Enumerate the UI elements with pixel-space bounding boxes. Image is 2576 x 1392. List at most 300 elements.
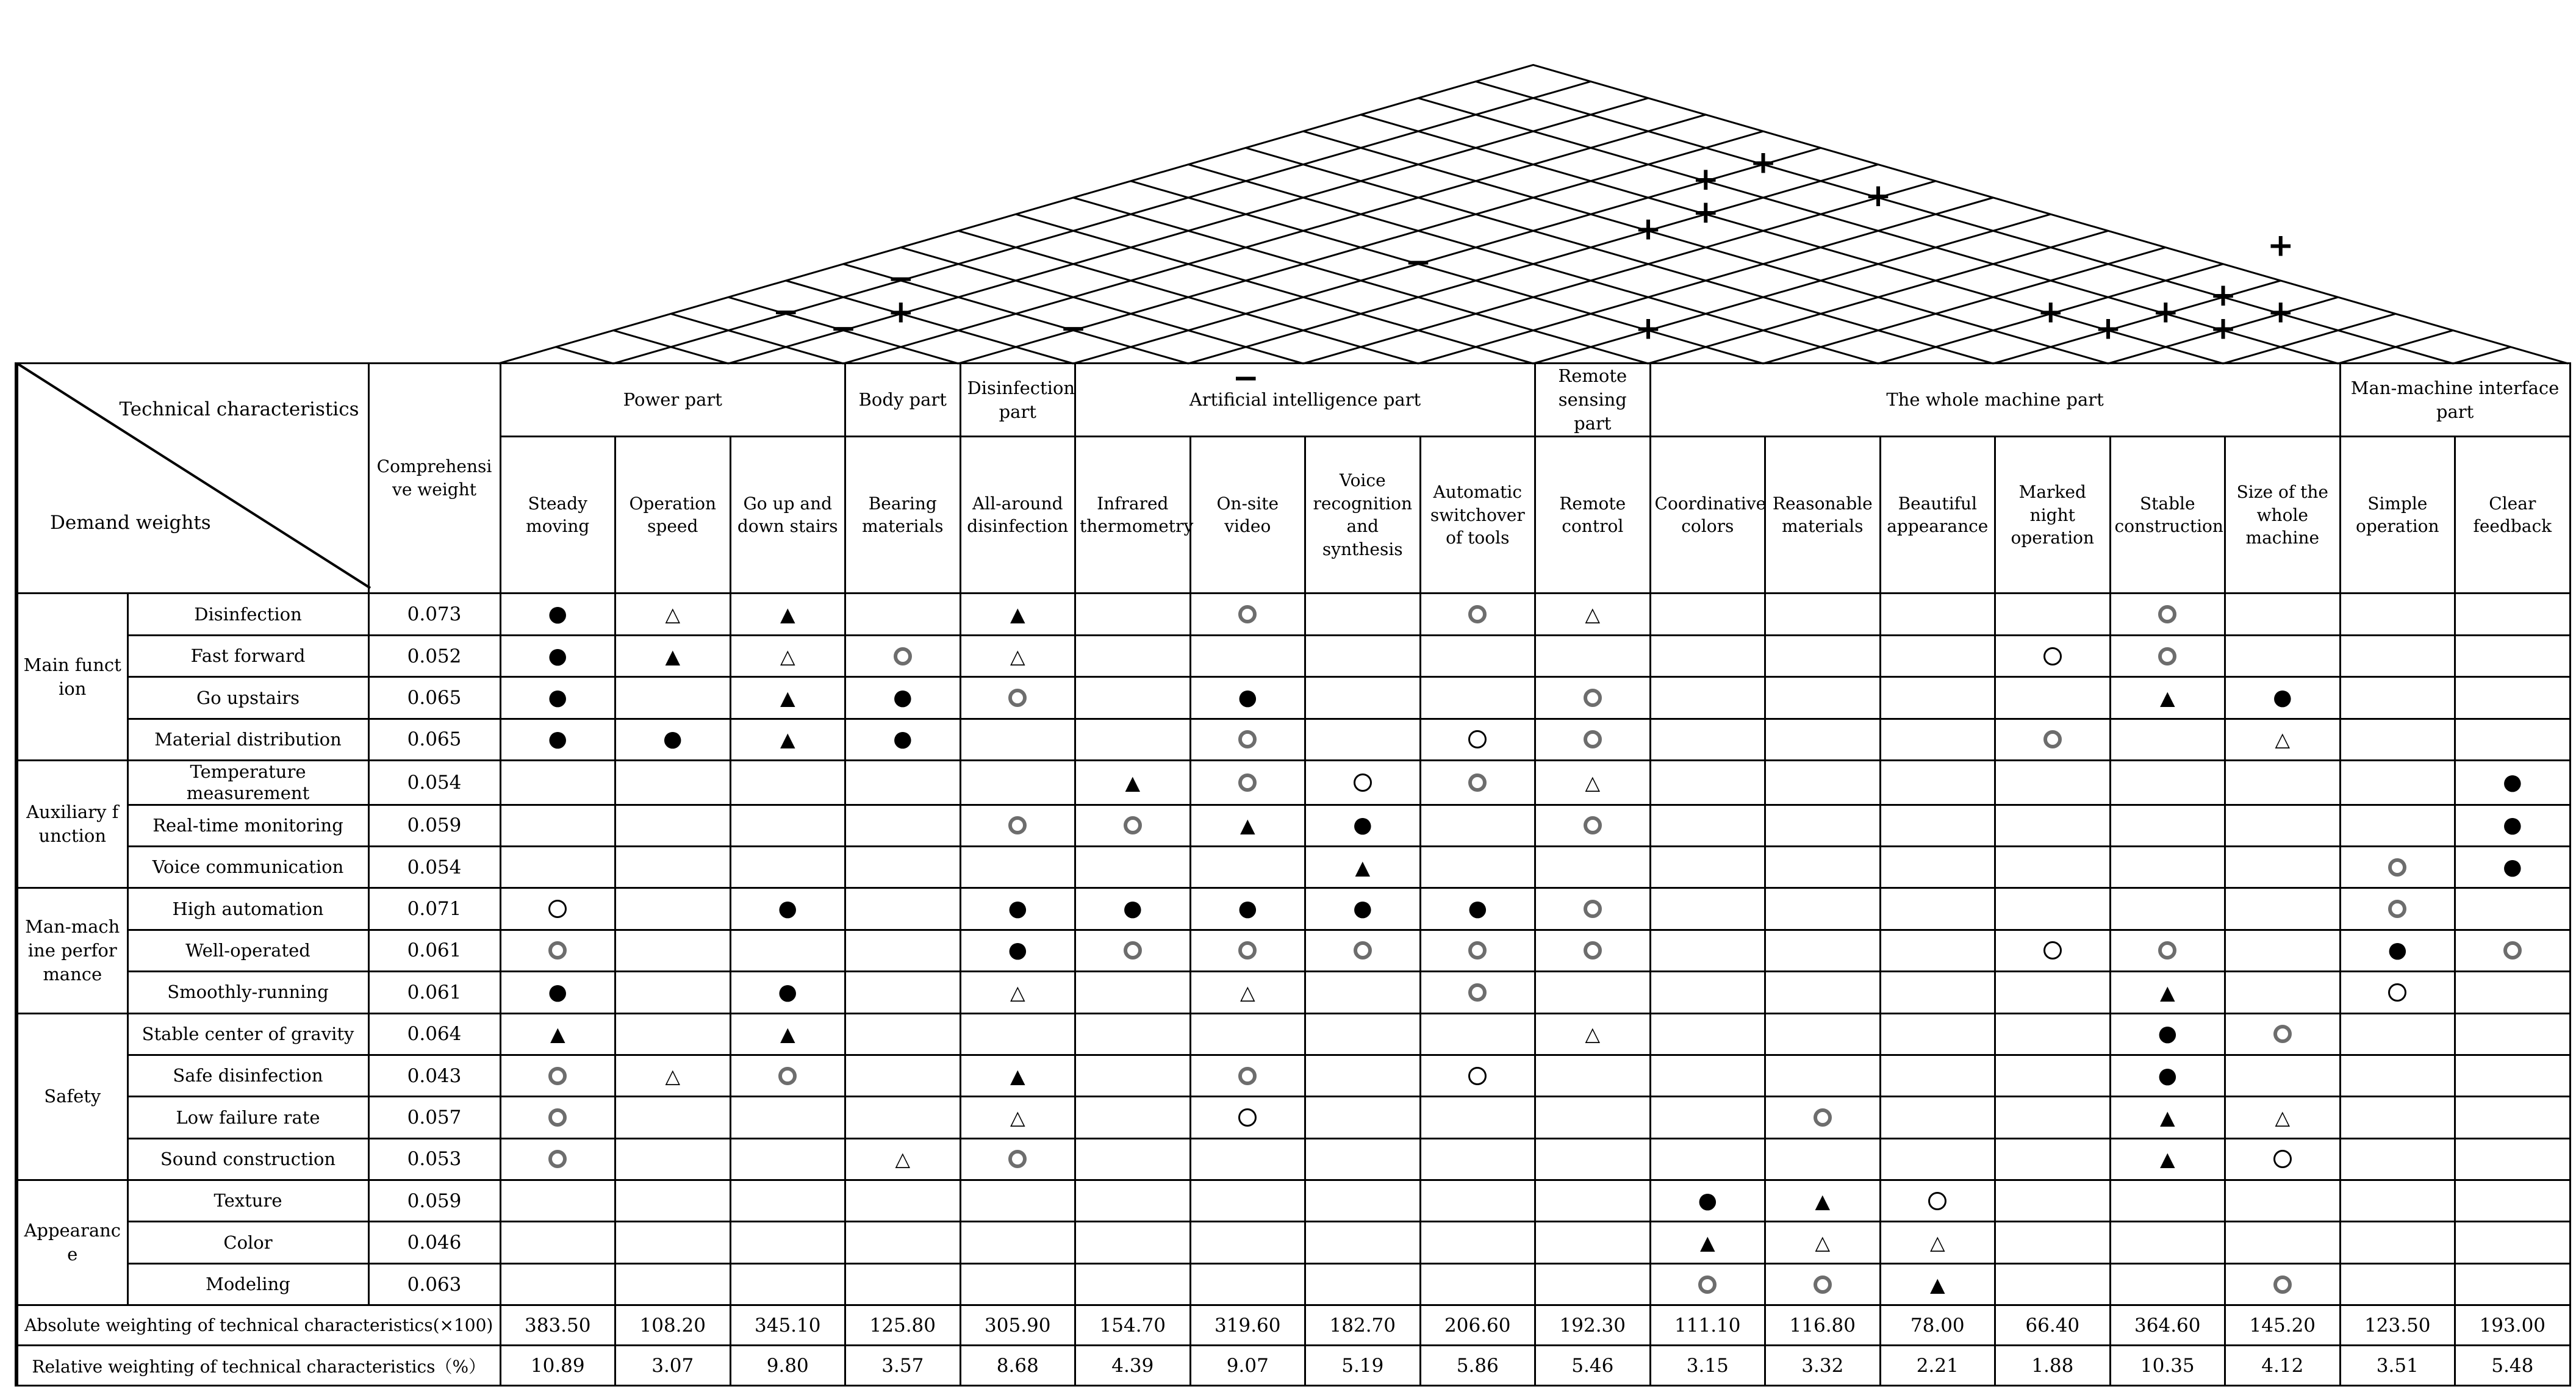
demand-label: Low failure rate bbox=[127, 1097, 368, 1138]
relationship-cell bbox=[1535, 805, 1651, 846]
positive-correlation-mark: + bbox=[1692, 160, 1720, 198]
table-row bbox=[16, 1013, 2570, 1055]
relationship-cell bbox=[1650, 760, 1765, 805]
relationship-cell bbox=[1190, 888, 1305, 930]
relationship-cell bbox=[1535, 1055, 1651, 1096]
filled-circle-icon: ● bbox=[1008, 938, 1027, 963]
filled-triangle-icon: ▲ bbox=[2159, 686, 2175, 709]
double-circle-icon bbox=[1468, 605, 1487, 623]
filled-circle-icon: ● bbox=[893, 726, 913, 752]
relationship-cell bbox=[2340, 1263, 2455, 1305]
relationship-cell bbox=[1650, 805, 1765, 846]
relationship-cell bbox=[1650, 1180, 1765, 1222]
relationship-cell bbox=[2340, 1180, 2455, 1222]
relationship-cell bbox=[2340, 1097, 2455, 1138]
relationship-cell bbox=[1535, 846, 1651, 888]
header-corner bbox=[16, 364, 368, 594]
roof-grid-line bbox=[1361, 115, 2223, 364]
filled-circle-icon: ● bbox=[1353, 813, 1372, 838]
relationship-cell bbox=[960, 930, 1075, 971]
relationship-cell bbox=[960, 846, 1075, 888]
positive-correlation-mark: + bbox=[2095, 310, 2122, 347]
relationship-cell bbox=[2340, 677, 2455, 719]
double-circle-icon bbox=[1584, 816, 1602, 834]
relationship-cell bbox=[1995, 1138, 2111, 1180]
relationship-cell bbox=[2455, 972, 2571, 1013]
filled-circle-icon: ● bbox=[893, 684, 913, 710]
absolute-weighting-row bbox=[16, 1305, 2570, 1346]
relationship-cell bbox=[1535, 760, 1651, 805]
open-triangle-icon: △ bbox=[665, 1064, 681, 1088]
double-circle-icon bbox=[2158, 605, 2176, 623]
relationship-cell bbox=[1075, 1263, 1191, 1305]
double-circle-icon bbox=[1584, 941, 1602, 960]
relationship-cell bbox=[1535, 594, 1651, 635]
open-triangle-icon: △ bbox=[1585, 1022, 1601, 1046]
relationship-cell bbox=[960, 719, 1075, 760]
relationship-cell bbox=[1075, 1055, 1191, 1096]
group-header: Disinfection part bbox=[960, 364, 1075, 437]
relationship-cell bbox=[2455, 1055, 2571, 1096]
demand-label: Safe disinfection bbox=[127, 1055, 368, 1096]
column-header: Voice recognition and synthesis bbox=[1305, 437, 1421, 594]
relationship-cell bbox=[1075, 1097, 1191, 1138]
relationship-cell bbox=[1650, 677, 1765, 719]
relationship-cell bbox=[1535, 888, 1651, 930]
relationship-cell bbox=[1880, 1263, 1995, 1305]
footer-value: 78.00 bbox=[1880, 1305, 1995, 1346]
relationship-cell bbox=[1995, 972, 2111, 1013]
double-circle-icon bbox=[548, 1108, 567, 1127]
relationship-cell bbox=[2225, 677, 2341, 719]
double-circle-icon bbox=[548, 1067, 567, 1085]
relationship-cell bbox=[1305, 805, 1421, 846]
positive-correlation-mark: + bbox=[1635, 310, 1662, 347]
relationship-cell bbox=[2110, 719, 2225, 760]
filled-circle-icon: ● bbox=[663, 726, 683, 752]
relationship-cell bbox=[615, 1138, 731, 1180]
double-circle-icon bbox=[1238, 730, 1257, 748]
relationship-cell bbox=[2110, 677, 2225, 719]
footer-label: Absolute weighting of technical characteristics(×100) bbox=[16, 1305, 500, 1346]
group-header: The whole machine part bbox=[1650, 364, 2340, 437]
relationship-cell bbox=[1420, 1263, 1535, 1305]
relationship-cell bbox=[615, 760, 731, 805]
table-row bbox=[16, 677, 2570, 719]
relationship-cell bbox=[1880, 1013, 1995, 1055]
relationship-cell bbox=[500, 760, 615, 805]
house-of-quality-matrix bbox=[15, 362, 2571, 1387]
double-circle-icon bbox=[548, 941, 567, 960]
positive-correlation-mark: + bbox=[2267, 227, 2294, 264]
relationship-cell bbox=[1650, 888, 1765, 930]
relationship-cell bbox=[1535, 719, 1651, 760]
relationship-cell bbox=[1765, 760, 1881, 805]
relationship-cell bbox=[500, 805, 615, 846]
relationship-cell bbox=[845, 635, 961, 676]
relationship-cell bbox=[1075, 972, 1191, 1013]
relationship-cell bbox=[1075, 888, 1191, 930]
filled-circle-icon: ● bbox=[548, 684, 567, 710]
relationship-cell bbox=[1420, 805, 1535, 846]
weight-value: 0.046 bbox=[368, 1222, 500, 1263]
relationship-cell bbox=[960, 1138, 1075, 1180]
positive-correlation-mark: + bbox=[2209, 310, 2237, 347]
filled-circle-icon: ● bbox=[2158, 1063, 2177, 1088]
relationship-cell bbox=[1075, 719, 1191, 760]
relationship-cell bbox=[500, 635, 615, 676]
category-label: Main function bbox=[16, 594, 127, 761]
relationship-cell bbox=[845, 1097, 961, 1138]
relationship-cell bbox=[1995, 930, 2111, 971]
relationship-cell bbox=[730, 930, 845, 971]
filled-triangle-icon: ▲ bbox=[1010, 1064, 1025, 1088]
relationship-cell bbox=[730, 1013, 845, 1055]
relationship-cell bbox=[1650, 635, 1765, 676]
negative-correlation-mark: − bbox=[1405, 243, 1432, 281]
relationship-cell bbox=[2110, 1263, 2225, 1305]
relationship-cell bbox=[1190, 1097, 1305, 1138]
relationship-cell bbox=[2110, 1138, 2225, 1180]
relationship-cell bbox=[1535, 1180, 1651, 1222]
relationship-cell bbox=[2225, 1180, 2341, 1222]
roof-grid-line bbox=[1993, 281, 2281, 364]
relationship-cell bbox=[1535, 635, 1651, 676]
double-circle-icon bbox=[548, 1150, 567, 1168]
relationship-cell bbox=[845, 677, 961, 719]
relationship-cell bbox=[1765, 846, 1881, 888]
double-circle-icon bbox=[1354, 941, 1372, 960]
relationship-cell bbox=[1190, 1180, 1305, 1222]
filled-circle-icon: ● bbox=[2273, 684, 2292, 710]
relationship-cell bbox=[2455, 1097, 2571, 1138]
relationship-cell bbox=[1305, 760, 1421, 805]
relationship-cell bbox=[2225, 1138, 2341, 1180]
table-row bbox=[16, 594, 2570, 635]
demand-label: Fast forward bbox=[127, 635, 368, 676]
relationship-cell bbox=[960, 760, 1075, 805]
relationship-cell bbox=[2340, 594, 2455, 635]
relationship-cell bbox=[2225, 635, 2341, 676]
footer-value: 319.60 bbox=[1190, 1305, 1305, 1346]
filled-circle-icon: ● bbox=[1123, 896, 1143, 922]
relationship-cell bbox=[1880, 677, 1995, 719]
relationship-cell bbox=[1765, 594, 1881, 635]
footer-value: 5.48 bbox=[2455, 1346, 2571, 1386]
positive-correlation-mark: + bbox=[1749, 144, 1777, 181]
open-circle-icon bbox=[2273, 1150, 2292, 1168]
footer-value: 9.80 bbox=[730, 1346, 845, 1386]
column-header: Beautiful appearance bbox=[1880, 437, 1995, 594]
open-triangle-icon: △ bbox=[2275, 1106, 2291, 1129]
relationship-cell bbox=[845, 888, 961, 930]
double-circle-icon bbox=[1814, 1108, 1832, 1127]
filled-triangle-icon: ▲ bbox=[1699, 1231, 1715, 1255]
relationship-cell bbox=[2455, 805, 2571, 846]
footer-value: 125.80 bbox=[845, 1305, 961, 1346]
relationship-cell bbox=[1880, 1222, 1995, 1263]
relationship-cell bbox=[2455, 930, 2571, 971]
relationship-cell bbox=[2225, 1055, 2341, 1096]
relationship-cell bbox=[1880, 760, 1995, 805]
double-circle-icon bbox=[1238, 773, 1257, 792]
relationship-cell bbox=[2340, 1222, 2455, 1263]
relationship-cell bbox=[500, 1013, 615, 1055]
weight-value: 0.059 bbox=[368, 805, 500, 846]
filled-circle-icon: ● bbox=[778, 979, 797, 1005]
relationship-cell bbox=[730, 1097, 845, 1138]
footer-value: 116.80 bbox=[1765, 1305, 1881, 1346]
category-label: Safety bbox=[16, 1013, 127, 1180]
relationship-cell bbox=[1420, 1180, 1535, 1222]
relationship-cell bbox=[615, 972, 731, 1013]
double-circle-icon bbox=[1698, 1275, 1717, 1294]
relationship-cell bbox=[1305, 1222, 1421, 1263]
open-circle-icon bbox=[1238, 1108, 1257, 1127]
relationship-cell bbox=[1765, 677, 1881, 719]
filled-triangle-icon: ▲ bbox=[780, 728, 795, 752]
relationship-cell bbox=[500, 1180, 615, 1222]
demand-label: Color bbox=[127, 1222, 368, 1263]
relationship-cell bbox=[615, 846, 731, 888]
relationship-cell bbox=[2225, 719, 2341, 760]
technical-characteristics-label: Technical characteristics bbox=[119, 398, 359, 420]
filled-triangle-icon: ▲ bbox=[1929, 1272, 1945, 1296]
weight-value: 0.054 bbox=[368, 760, 500, 805]
roof-grid-line bbox=[556, 347, 613, 364]
relationship-cell bbox=[1305, 1097, 1421, 1138]
relationship-cell bbox=[2110, 1180, 2225, 1222]
relationship-cell bbox=[1420, 719, 1535, 760]
column-header: Remote control bbox=[1535, 437, 1651, 594]
relationship-cell bbox=[1765, 1013, 1881, 1055]
relationship-cell bbox=[1190, 719, 1305, 760]
filled-triangle-icon: ▲ bbox=[1355, 855, 1371, 879]
column-header: Bearing materials bbox=[845, 437, 961, 594]
relationship-cell bbox=[1190, 635, 1305, 676]
relationship-cell bbox=[615, 719, 731, 760]
relationship-cell bbox=[2455, 846, 2571, 888]
footer-value: 193.00 bbox=[2455, 1305, 2571, 1346]
roof-grid-line bbox=[1016, 214, 1533, 364]
relationship-cell bbox=[960, 1055, 1075, 1096]
negative-correlation-mark: − bbox=[1060, 310, 1087, 347]
relationship-cell bbox=[1765, 972, 1881, 1013]
relationship-cell bbox=[500, 972, 615, 1013]
column-header: Infrared thermometry bbox=[1075, 437, 1191, 594]
relationship-cell bbox=[845, 1138, 961, 1180]
footer-value: 192.30 bbox=[1535, 1305, 1651, 1346]
relationship-cell bbox=[1305, 888, 1421, 930]
relationship-cell bbox=[1765, 635, 1881, 676]
relationship-cell bbox=[1995, 1055, 2111, 1096]
relationship-cell bbox=[1995, 635, 2111, 676]
column-header: Clear feedback bbox=[2455, 437, 2571, 594]
relationship-cell bbox=[2455, 888, 2571, 930]
demand-weights-label: Demand weights bbox=[50, 512, 211, 534]
double-circle-icon bbox=[1584, 730, 1602, 748]
filled-triangle-icon: ▲ bbox=[2159, 1106, 2175, 1129]
weight-value: 0.059 bbox=[368, 1180, 500, 1222]
relative-weighting-row bbox=[16, 1346, 2570, 1386]
relationship-cell bbox=[960, 635, 1075, 676]
relationship-cell bbox=[845, 1222, 961, 1263]
weight-value: 0.061 bbox=[368, 930, 500, 971]
weight-value: 0.065 bbox=[368, 677, 500, 719]
relationship-cell bbox=[730, 1263, 845, 1305]
group-header: Remote sensing part bbox=[1535, 364, 1651, 437]
weight-value: 0.052 bbox=[368, 635, 500, 676]
relationship-cell bbox=[960, 805, 1075, 846]
open-circle-icon bbox=[2388, 983, 2406, 1002]
relationship-cell bbox=[845, 1055, 961, 1096]
relationship-cell bbox=[1190, 930, 1305, 971]
relationship-cell bbox=[845, 1263, 961, 1305]
relationship-cell bbox=[730, 677, 845, 719]
relationship-cell bbox=[615, 1055, 731, 1096]
relationship-cell bbox=[500, 1263, 615, 1305]
column-header: Coordinative colors bbox=[1650, 437, 1765, 594]
relationship-cell bbox=[1535, 1013, 1651, 1055]
relationship-cell bbox=[1650, 930, 1765, 971]
relationship-cell bbox=[500, 846, 615, 888]
relationship-cell bbox=[1535, 677, 1651, 719]
relationship-cell bbox=[2455, 1138, 2571, 1180]
relationship-cell bbox=[1305, 719, 1421, 760]
footer-value: 66.40 bbox=[1995, 1305, 2111, 1346]
relationship-cell bbox=[1420, 1013, 1535, 1055]
column-header: Go up and down stairs bbox=[730, 437, 845, 594]
roof-grid-line bbox=[901, 248, 1304, 364]
relationship-cell bbox=[2225, 594, 2341, 635]
relationship-cell bbox=[730, 1222, 845, 1263]
demand-label: Real-time monitoring bbox=[127, 805, 368, 846]
relationship-cell bbox=[845, 760, 961, 805]
weight-value: 0.053 bbox=[368, 1138, 500, 1180]
open-triangle-icon: △ bbox=[780, 644, 795, 668]
demand-label: High automation bbox=[127, 888, 368, 930]
double-circle-icon bbox=[2273, 1275, 2292, 1294]
filled-circle-icon: ● bbox=[1698, 1188, 1717, 1213]
relationship-cell bbox=[2455, 1263, 2571, 1305]
relationship-cell bbox=[1075, 594, 1191, 635]
relationship-cell bbox=[1650, 1055, 1765, 1096]
table-row bbox=[16, 1180, 2570, 1222]
relationship-cell bbox=[1305, 1013, 1421, 1055]
open-circle-icon bbox=[1928, 1192, 1946, 1210]
double-circle-icon bbox=[2388, 900, 2406, 918]
weight-value: 0.071 bbox=[368, 888, 500, 930]
footer-value: 345.10 bbox=[730, 1305, 845, 1346]
negative-correlation-mark: − bbox=[1232, 360, 1260, 397]
relationship-cell bbox=[1075, 805, 1191, 846]
relationship-cell bbox=[1650, 1138, 1765, 1180]
footer-value: 182.70 bbox=[1305, 1305, 1421, 1346]
relationship-cell bbox=[615, 635, 731, 676]
filled-circle-icon: ● bbox=[1238, 896, 1257, 922]
relationship-cell bbox=[845, 846, 961, 888]
relationship-cell bbox=[960, 888, 1075, 930]
footer-value: 123.50 bbox=[2340, 1305, 2455, 1346]
relationship-cell bbox=[1995, 1013, 2111, 1055]
demand-label: Smoothly-running bbox=[127, 972, 368, 1013]
relationship-cell bbox=[730, 635, 845, 676]
relationship-cell bbox=[1190, 594, 1305, 635]
relationship-cell bbox=[960, 1180, 1075, 1222]
relationship-cell bbox=[1190, 1013, 1305, 1055]
relationship-cell bbox=[1880, 1138, 1995, 1180]
relationship-cell bbox=[1765, 1055, 1881, 1096]
footer-value: 3.51 bbox=[2340, 1346, 2455, 1386]
weight-value: 0.061 bbox=[368, 972, 500, 1013]
relationship-cell bbox=[1880, 1055, 1995, 1096]
filled-triangle-icon: ▲ bbox=[665, 644, 681, 668]
double-circle-icon bbox=[1468, 983, 1487, 1002]
relationship-cell bbox=[1075, 677, 1191, 719]
relationship-cell bbox=[2455, 1013, 2571, 1055]
relationship-cell bbox=[1765, 719, 1881, 760]
positive-correlation-mark: + bbox=[1635, 210, 1662, 248]
footer-value: 10.35 bbox=[2110, 1346, 2225, 1386]
relationship-cell bbox=[2455, 760, 2571, 805]
roof-outline bbox=[498, 65, 2568, 364]
relationship-cell bbox=[845, 805, 961, 846]
relationship-cell bbox=[1305, 972, 1421, 1013]
relationship-cell bbox=[1765, 1138, 1881, 1180]
relationship-cell bbox=[1420, 930, 1535, 971]
footer-value: 5.19 bbox=[1305, 1346, 1421, 1386]
relationship-cell bbox=[1190, 760, 1305, 805]
relationship-cell bbox=[1765, 1222, 1881, 1263]
double-circle-icon bbox=[778, 1067, 797, 1085]
weight-value: 0.057 bbox=[368, 1097, 500, 1138]
relationship-cell bbox=[1305, 846, 1421, 888]
relationship-cell bbox=[1420, 1097, 1535, 1138]
filled-circle-icon: ● bbox=[1468, 896, 1487, 922]
relationship-cell bbox=[1190, 972, 1305, 1013]
relationship-cell bbox=[1305, 1055, 1421, 1096]
group-header: Artificial intelligence part bbox=[1075, 364, 1535, 437]
relationship-cell bbox=[1995, 677, 2111, 719]
relationship-cell bbox=[730, 719, 845, 760]
relationship-cell bbox=[1650, 972, 1765, 1013]
double-circle-icon bbox=[2503, 941, 2522, 960]
filled-triangle-icon: ▲ bbox=[1125, 770, 1141, 794]
relationship-cell bbox=[2455, 635, 2571, 676]
relationship-cell bbox=[2340, 888, 2455, 930]
footer-value: 3.32 bbox=[1765, 1346, 1881, 1386]
relationship-cell bbox=[2110, 972, 2225, 1013]
relationship-cell bbox=[1880, 930, 1995, 971]
relationship-cell bbox=[960, 972, 1075, 1013]
filled-circle-icon: ● bbox=[2388, 938, 2408, 963]
demand-label: Temperature measurement bbox=[127, 760, 368, 805]
table-row bbox=[16, 1097, 2570, 1138]
relationship-cell bbox=[1995, 1222, 2111, 1263]
relationship-cell bbox=[1650, 1263, 1765, 1305]
relationship-cell bbox=[730, 846, 845, 888]
negative-correlation-mark: − bbox=[772, 293, 800, 331]
relationship-cell bbox=[500, 677, 615, 719]
double-circle-icon bbox=[1468, 941, 1487, 960]
open-triangle-icon: △ bbox=[895, 1147, 911, 1171]
relationship-cell bbox=[1880, 635, 1995, 676]
relationship-cell bbox=[1075, 1013, 1191, 1055]
open-triangle-icon: △ bbox=[1585, 770, 1601, 794]
column-header: Marked night operation bbox=[1995, 437, 2111, 594]
relationship-cell bbox=[845, 930, 961, 971]
relationship-cell bbox=[1880, 972, 1995, 1013]
